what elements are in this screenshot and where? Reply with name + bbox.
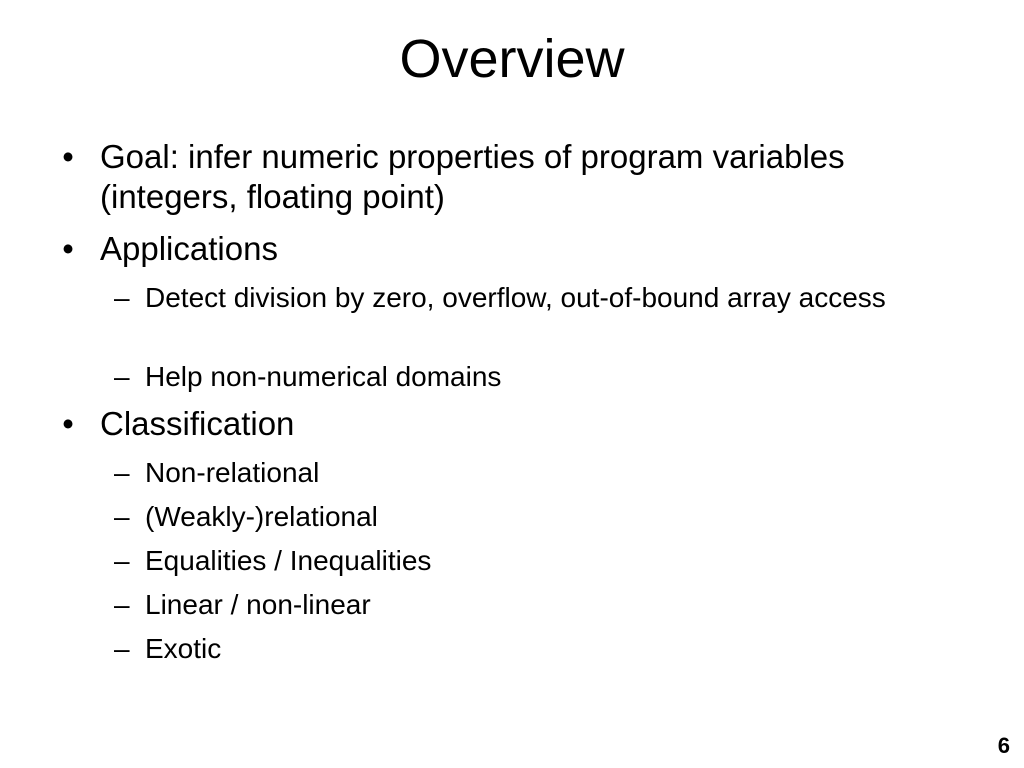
sub-item-non-relational bbox=[114, 455, 965, 490]
dash-icon: – bbox=[114, 457, 130, 488]
sub-item-weakly-relational bbox=[114, 499, 965, 534]
bullet-text: Classification bbox=[100, 405, 295, 442]
sub-item-exotic bbox=[114, 631, 965, 666]
sub-item-equalities bbox=[114, 543, 965, 578]
dash-icon: – bbox=[114, 545, 130, 576]
bullet-item-goal bbox=[62, 137, 960, 217]
bullet-item-applications bbox=[62, 229, 960, 269]
dash-icon: – bbox=[114, 589, 130, 620]
sub-item-text: Equalities / Inequalities bbox=[145, 545, 432, 576]
bullet-icon: • bbox=[62, 230, 74, 267]
sub-item-detect-division bbox=[114, 280, 965, 315]
bullet-icon: • bbox=[62, 138, 74, 175]
bullet-item-classification bbox=[62, 404, 960, 444]
sub-item-text: Detect division by zero, overflow, out-of-bound array access bbox=[145, 282, 886, 313]
sub-item-help-domains bbox=[114, 359, 965, 394]
slide-title: Overview bbox=[399, 29, 625, 89]
sub-item-text: Exotic bbox=[145, 633, 222, 664]
bullet-icon: • bbox=[62, 405, 74, 442]
dash-icon: – bbox=[114, 282, 130, 313]
dash-icon: – bbox=[114, 501, 130, 532]
dash-icon: – bbox=[114, 633, 130, 664]
dash-icon: – bbox=[114, 361, 130, 392]
bullet-text: Applications bbox=[100, 230, 278, 267]
sub-item-text: Linear / non-linear bbox=[145, 589, 371, 620]
page-number: 6 bbox=[997, 733, 1010, 758]
sub-item-text: Help non-numerical domains bbox=[145, 361, 502, 392]
bullet-text: Goal: infer numeric properties of program variables (integers, floating point) bbox=[100, 138, 845, 215]
sub-item-text: Non-relational bbox=[145, 457, 320, 488]
sub-item-text: (Weakly-)relational bbox=[145, 501, 378, 532]
sub-item-linear bbox=[114, 587, 965, 622]
